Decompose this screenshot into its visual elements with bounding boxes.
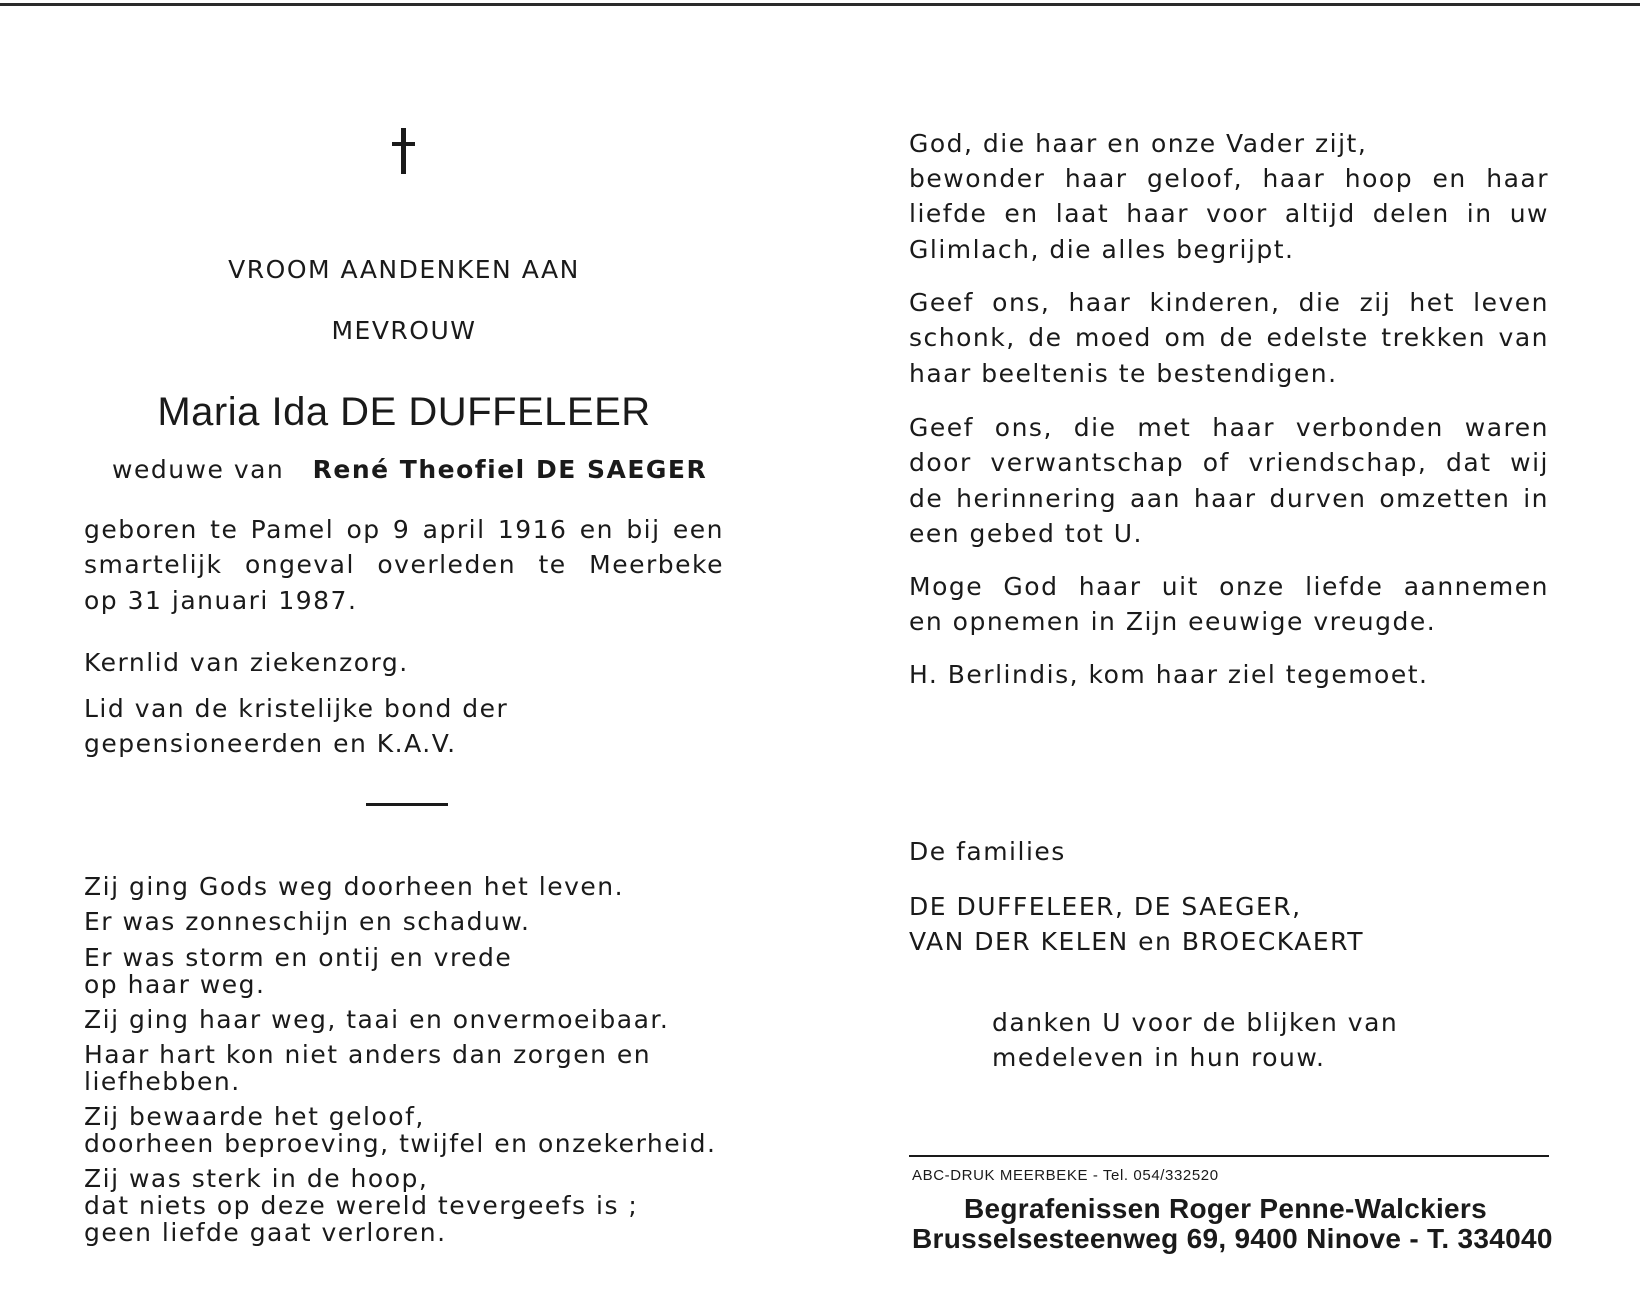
- prayer-3-line: Geef ons, die met haar verbonden waren: [909, 413, 1549, 442]
- poem-line: geen liefde gaat verloren.: [84, 1218, 447, 1247]
- prayer-1-line: liefde en laat haar voor altijd delen in uw: [909, 199, 1549, 228]
- top-border: [0, 3, 1640, 6]
- prayer-2-line: haar beeltenis te bestendigen.: [909, 359, 1338, 388]
- poem-line: op haar weg.: [84, 970, 266, 999]
- poem-line: Zij was sterk in de hoop,: [84, 1164, 429, 1193]
- footer-rule: [909, 1155, 1549, 1157]
- poem-line: doorheen beproeving, twijfel en onzekerheid.: [84, 1129, 717, 1158]
- poem-line: Zij ging Gods weg doorheen het leven.: [84, 872, 625, 901]
- poem-line: Haar hart kon niet anders dan zorgen en: [84, 1040, 652, 1069]
- prayer-1-line: bewonder haar geloof, haar hoop en haar: [909, 164, 1549, 193]
- poem-line: Er was zonneschijn en schaduw.: [84, 907, 531, 936]
- families-line: DE DUFFELEER, DE SAEGER,: [909, 892, 1302, 921]
- divider: [366, 803, 448, 806]
- birth-line-3: op 31 januari 1987.: [84, 586, 358, 615]
- prayer-3-line: door verwantschap of vriendschap, dat wij: [909, 448, 1549, 477]
- families-intro: De families: [909, 837, 1066, 866]
- prayer-2-line: Geef ons, haar kinderen, die zij het leven: [909, 288, 1549, 317]
- poem-line: Zij bewaarde het geloof,: [84, 1102, 425, 1131]
- prayer-4-line: Moge God haar uit onze liefde aannemen: [909, 572, 1549, 601]
- membership-2a: Lid van de kristelijke bond der: [84, 694, 509, 723]
- funeral-address: Brusselsesteenweg 69, 9400 Ninove - T. 334040: [912, 1223, 1553, 1254]
- prayer-2-line: schonk, de moed om de edelste trekken van: [909, 323, 1549, 352]
- poem-line: dat niets op deze wereld tevergeefs is ;: [84, 1191, 639, 1220]
- memorial-heading: VROOM AANDENKEN AAN: [228, 255, 580, 284]
- deceased-name: Maria Ida DE DUFFELEER: [157, 390, 651, 434]
- prayer-3-line: een gebed tot U.: [909, 519, 1143, 548]
- printer-credit: ABC-DRUK MEERBEKE - Tel. 054/332520: [912, 1167, 1219, 1184]
- salutation: MEVROUW: [331, 316, 477, 345]
- spouse-name: René Theofiel DE SAEGER: [312, 455, 708, 484]
- cross-icon: [384, 128, 424, 176]
- families-line: VAN DER KELEN en BROECKAERT: [909, 927, 1364, 956]
- thanks-line: danken U voor de blijken van: [992, 1008, 1399, 1037]
- membership-2b: gepensioneerden en K.A.V.: [84, 729, 457, 758]
- membership-1: Kernlid van ziekenzorg.: [84, 648, 409, 677]
- poem-line: liefhebben.: [84, 1067, 241, 1096]
- widow-prefix: weduwe van: [112, 455, 285, 484]
- poem-line: Zij ging haar weg, taai en onvermoeibaar.: [84, 1005, 670, 1034]
- funeral-home: Begrafenissen Roger Penne-Walckiers: [964, 1193, 1487, 1224]
- widow-line: [112, 452, 707, 487]
- poem-line: Er was storm en ontij en vrede: [84, 943, 513, 972]
- birth-line-2: smartelijk ongeval overleden te Meerbeke: [84, 550, 724, 579]
- prayer-5: H. Berlindis, kom haar ziel tegemoet.: [909, 660, 1429, 689]
- prayer-3-line: de herinnering aan haar durven omzetten in: [909, 484, 1549, 513]
- prayer-1-line: Glimlach, die alles begrijpt.: [909, 235, 1295, 264]
- birth-line-1: geboren te Pamel op 9 april 1916 en bij een: [84, 515, 724, 544]
- thanks-line: medeleven in hun rouw.: [992, 1043, 1326, 1072]
- prayer-4-line: en opnemen in Zijn eeuwige vreugde.: [909, 607, 1437, 636]
- prayer-1-line: God, die haar en onze Vader zijt,: [909, 129, 1368, 158]
